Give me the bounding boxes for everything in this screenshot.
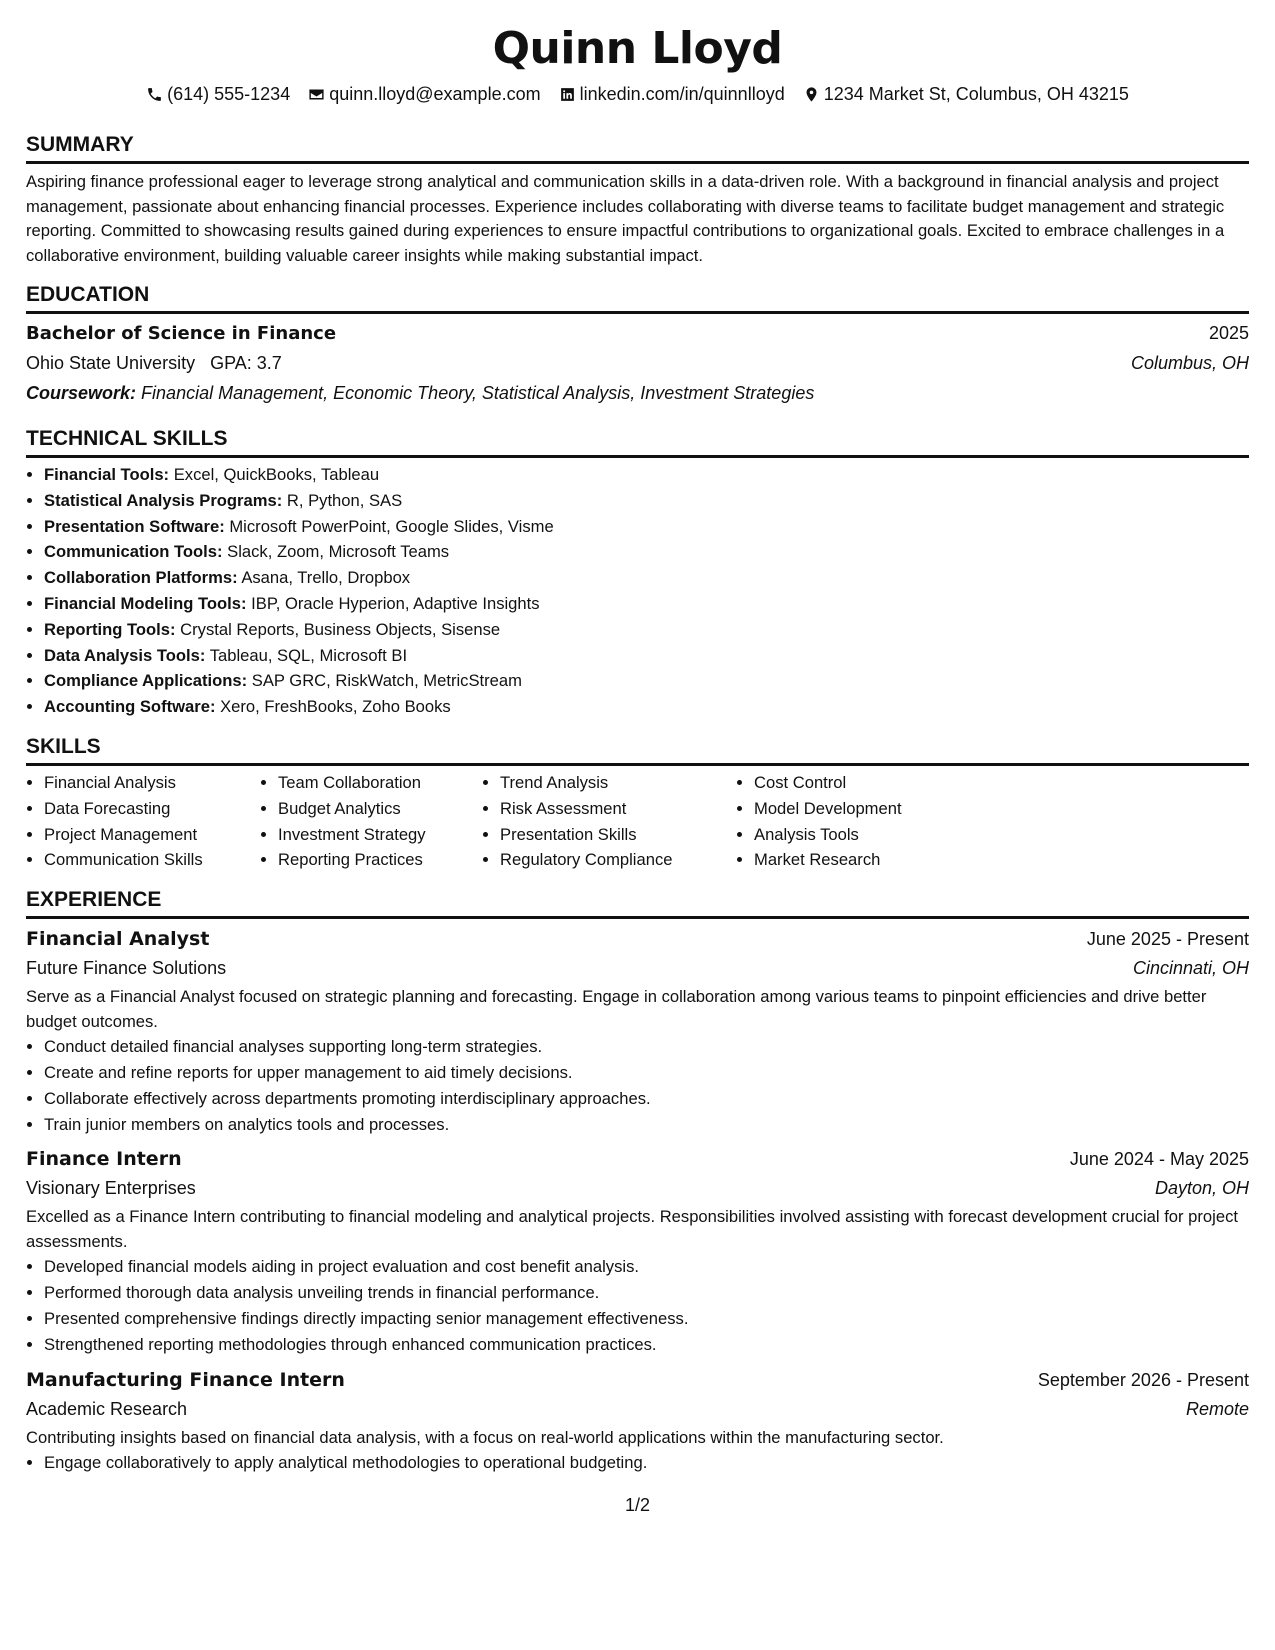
contact-bar xyxy=(26,82,1249,106)
job-location: Remote xyxy=(1185,1398,1249,1419)
list-item: • Team Collaboration xyxy=(278,770,482,796)
coursework-list: Financial Management, Economic Theory, Statistical Analysis, Investment Strategies xyxy=(141,383,815,403)
graduation-date: 2025 xyxy=(1208,323,1249,343)
job-bullets xyxy=(26,1254,1249,1357)
list-item: • Project Management xyxy=(44,822,260,848)
job-date: September 2026 - Present xyxy=(1037,1369,1249,1390)
list-item: • Financial Tools: Excel, QuickBooks, Tableau xyxy=(44,462,1249,488)
list-item: • Communication Tools: Slack, Zoom, Microsoft Teams xyxy=(44,539,1249,565)
list-item: • Train junior members on analytics tools and processes. xyxy=(44,1112,1249,1138)
job-entry xyxy=(26,1366,1249,1476)
technical-skills-heading: TECHNICAL SKILLS xyxy=(26,426,1249,458)
list-item: • Performed thorough data analysis unveiling trends in financial performance. xyxy=(44,1280,1249,1306)
contact-linkedin[interactable] xyxy=(559,82,785,106)
experience-heading: EXPERIENCE xyxy=(26,887,1249,919)
education-heading: EDUCATION xyxy=(26,282,1249,314)
gpa: GPA: 3.7 xyxy=(210,353,282,373)
technical-skills-section xyxy=(26,426,1249,720)
list-item: • Collaborate effectively across departments promoting interdisciplinary approaches. xyxy=(44,1086,1249,1112)
job-bullets xyxy=(26,1450,1249,1476)
candidate-name: Quinn Lloyd xyxy=(492,23,783,74)
address-text: 1234 Market St, Columbus, OH 43215 xyxy=(823,84,1129,104)
skills-column xyxy=(482,770,736,873)
list-item: • Communication Skills xyxy=(44,847,260,873)
list-item: • Model Development xyxy=(754,796,974,822)
job-location: Cincinnati, OH xyxy=(1132,958,1249,979)
job-date: June 2025 - Present xyxy=(1086,929,1249,950)
email-text: quinn.lloyd@example.com xyxy=(329,84,541,104)
company-name: Future Finance Solutions xyxy=(26,958,227,979)
page-number: 1/2 xyxy=(624,1495,651,1515)
summary-section xyxy=(26,132,1249,268)
list-item: • Reporting Practices xyxy=(278,847,482,873)
envelope-icon xyxy=(308,86,325,103)
school-location: Columbus, OH xyxy=(1130,353,1249,373)
list-item: • Create and refine reports for upper management to aid timely decisions. xyxy=(44,1060,1249,1086)
list-item: • Compliance Applications: SAP GRC, RiskWatch, MetricStream xyxy=(44,668,1249,694)
job-date: June 2024 - May 2025 xyxy=(1069,1149,1249,1170)
list-item: • Statistical Analysis Programs: R, Python, SAS xyxy=(44,488,1249,514)
list-item: • Cost Control xyxy=(754,770,974,796)
list-item: • Market Research xyxy=(754,847,974,873)
list-item: • Collaboration Platforms: Asana, Trello, Dropbox xyxy=(44,565,1249,591)
skills-column xyxy=(26,770,260,873)
list-item: • Reporting Tools: Crystal Reports, Business Objects, Sisense xyxy=(44,617,1249,643)
school-name: Ohio State University xyxy=(26,353,196,373)
job-description: Excelled as a Finance Intern contributing to financial modeling and analytical projects. Responsibilities involved assisting with forecast development crucial for project assessments. xyxy=(26,1207,1238,1251)
contact-email[interactable] xyxy=(308,82,540,106)
company-name: Academic Research xyxy=(26,1398,188,1419)
list-item: • Trend Analysis xyxy=(500,770,736,796)
contact-address xyxy=(803,82,1129,106)
skills-heading: SKILLS xyxy=(26,734,1249,766)
list-item: • Conduct detailed financial analyses supporting long-term strategies. xyxy=(44,1034,1249,1060)
list-item: • Financial Analysis xyxy=(44,770,260,796)
summary-heading: SUMMARY xyxy=(26,132,1249,164)
degree: Bachelor of Science in Finance xyxy=(26,323,337,344)
skills-column xyxy=(260,770,482,873)
skills-grid xyxy=(26,770,1249,873)
map-pin-icon xyxy=(803,86,820,103)
list-item: • Strengthened reporting methodologies through enhanced communication practices. xyxy=(44,1332,1249,1358)
phone-text: (614) 555-1234 xyxy=(167,84,291,104)
list-item: • Presentation Software: Microsoft PowerPoint, Google Slides, Visme xyxy=(44,514,1249,540)
list-item: • Data Analysis Tools: Tableau, SQL, Microsoft BI xyxy=(44,643,1249,669)
skills-section xyxy=(26,734,1249,873)
skills-column xyxy=(736,770,974,873)
linkedin-text: linkedin.com/in/quinnlloyd xyxy=(579,84,785,104)
education-section xyxy=(26,282,1249,408)
job-title: Manufacturing Finance Intern xyxy=(26,1368,345,1391)
technical-skills-list xyxy=(26,462,1249,720)
list-item: • Budget Analytics xyxy=(278,796,482,822)
list-item: • Developed financial models aiding in project evaluation and cost benefit analysis. xyxy=(44,1254,1249,1280)
job-bullets xyxy=(26,1034,1249,1137)
phone-icon xyxy=(146,86,163,103)
summary-text: Aspiring finance professional eager to leverage strong analytical and communication skills in a data-driven role. With a background in financial analysis and project management, passionate about enhancing financial processes. Experience includes collaborating with diverse teams to facilitate budget management and strategic reporting. Committed to showcasing results gained during experiences to ensure impactful contributions to organizational goals. Excited to embrace challenges in a collaborative environment, building valuable career insights while making substantial impact. xyxy=(26,172,1225,265)
job-description: Serve as a Financial Analyst focused on strategic planning and forecasting. Engage in collaboration among various teams to pinpoint efficiencies and drive better budget outcomes. xyxy=(26,987,1207,1031)
experience-section xyxy=(26,887,1249,1476)
job-entry xyxy=(26,1145,1249,1357)
list-item: • Regulatory Compliance xyxy=(500,847,736,873)
list-item: • Investment Strategy xyxy=(278,822,482,848)
linkedin-icon xyxy=(559,86,576,103)
job-description: Contributing insights based on financial data analysis, with a focus on real-world applications within the manufacturing sector. xyxy=(26,1427,944,1447)
coursework xyxy=(26,378,1249,408)
job-entry xyxy=(26,925,1249,1137)
contact-phone[interactable] xyxy=(146,82,290,106)
list-item: • Accounting Software: Xero, FreshBooks, Zoho Books xyxy=(44,694,1249,720)
list-item: • Presentation Skills xyxy=(500,822,736,848)
list-item: • Engage collaboratively to apply analytical methodologies to operational budgeting. xyxy=(44,1450,1249,1476)
list-item: • Financial Modeling Tools: IBP, Oracle Hyperion, Adaptive Insights xyxy=(44,591,1249,617)
list-item: • Risk Assessment xyxy=(500,796,736,822)
job-title: Financial Analyst xyxy=(26,928,210,951)
job-title: Finance Intern xyxy=(26,1148,182,1171)
job-location: Dayton, OH xyxy=(1154,1178,1249,1199)
coursework-label: Coursework: xyxy=(26,383,137,403)
list-item: • Analysis Tools xyxy=(754,822,974,848)
list-item: • Presented comprehensive findings directly impacting senior management effectiveness. xyxy=(44,1306,1249,1332)
list-item: • Data Forecasting xyxy=(44,796,260,822)
company-name: Visionary Enterprises xyxy=(26,1178,196,1199)
